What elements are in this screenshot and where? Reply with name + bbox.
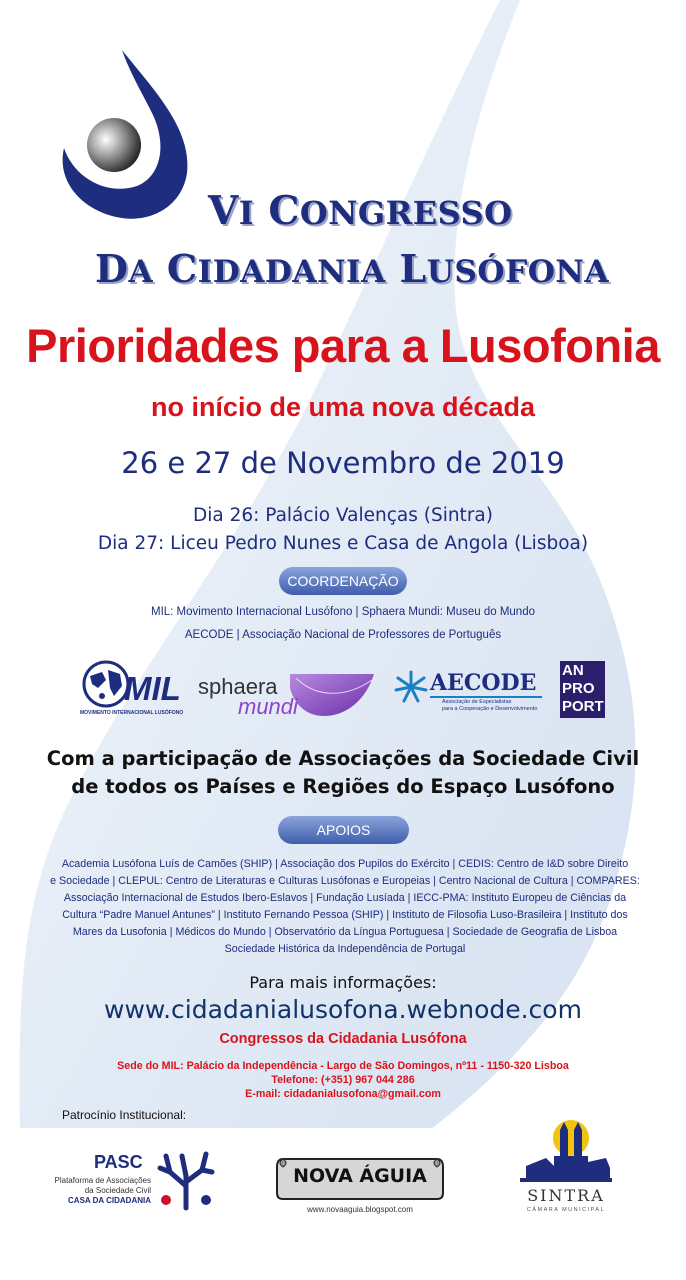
- aecode-wordmark: AECODE: [430, 670, 537, 696]
- website-link[interactable]: www.cidadanialusofona.webnode.com: [104, 995, 582, 1024]
- event-dates: 26 e 27 de Novembro de 2019: [121, 446, 565, 480]
- sede-address: Sede do MIL: Palácio da Independência - Largo de São Domingos, nº11 - 1150-320 Lisboa: [117, 1060, 569, 1072]
- pasc-caption-line3: CASA DA CIDADANIA: [68, 1196, 151, 1205]
- aecode-caption-2: para a Cooperação e Desenvolvimento: [442, 706, 538, 712]
- globe-icon: [82, 660, 130, 708]
- nova-aguia-logo: [275, 1153, 445, 1219]
- apoios-line: Associação Internacional de Estudos Ibero-Eslavos | Fundação Lusíada | IECC-PMA: Instituto Europeu de Ciências da: [63, 892, 627, 904]
- coordenacao-line2: AECODE | Associação Nacional de Professores de Português: [184, 629, 502, 641]
- aecode-caption-1: Associação de Especialistas: [442, 699, 512, 705]
- nova-aguia-wordmark: NOVA ÁGUIA: [293, 1165, 427, 1187]
- congress-series-name: Congressos da Cidadania Lusófona: [219, 1031, 467, 1047]
- mundi-word: mundi: [238, 694, 298, 719]
- apoios-label: APOIOS: [278, 816, 409, 844]
- apoios-line: Sociedade Histórica da Independência de Portugal: [224, 943, 466, 955]
- anproport-line1: AN: [562, 662, 584, 679]
- participation-line1: Com a participação de Associações da Sociedade Civil: [46, 747, 640, 770]
- coordenacao-line1: MIL: Movimento Internacional Lusófono | Sphaera Mundi: Museu do Mundo: [151, 606, 535, 618]
- anproport-logo: [560, 661, 605, 718]
- anproport-line2: PRO: [562, 680, 595, 697]
- congress-title-line2: DA CIDADANIA LUSÓFONA: [95, 246, 609, 291]
- sintra-wordmark: SINTRA: [527, 1186, 605, 1205]
- anproport-line3: PORT: [562, 698, 604, 715]
- mil-wordmark: MIL: [124, 670, 181, 707]
- sphaera-word: sphaera: [198, 674, 278, 699]
- pasc-caption-line2: da Sociedade Civil: [84, 1186, 151, 1195]
- coordenacao-label: COORDENAÇÃO: [279, 567, 407, 595]
- sphaera-mundi-logo: [196, 668, 376, 720]
- email-address[interactable]: E-mail: cidadanialusofona@gmail.com: [245, 1088, 441, 1100]
- sponsorship-label: Patrocínio Institucional:: [62, 1108, 187, 1122]
- congress-drop-logo: [52, 48, 192, 223]
- tree-icon: [156, 1142, 216, 1214]
- apoios-line: Cultura “Padre Manuel Antunes” | Instituto Fernando Pessoa (SHIP) | Instituto de Filosofia Luso-Brasileira | Instituto dos: [62, 909, 628, 921]
- pasc-wordmark: PASC: [94, 1152, 143, 1172]
- pasc-caption-line1: Plataforma de Associações: [54, 1176, 151, 1185]
- headline: Prioridades para a Lusofonia: [26, 319, 660, 372]
- participation-line2: de todos os Países e Regiões do Espaço Lusófono: [71, 775, 615, 798]
- more-info-label: Para mais informações:: [249, 973, 437, 992]
- apoios-line: Academia Lusófona Luís de Camões (SHIP) | Associação dos Pupilos do Exército | CEDIS: Centro de I&D sobre Direito: [61, 858, 629, 870]
- congress-title-line1: VI CONGRESSO: [208, 188, 513, 234]
- apoios-line: e Sociedade | CLEPUL: Centro de Literaturas e Culturas Lusófonas e Europeias | Centro Nacional de Cultura | COMPARES:: [50, 875, 640, 887]
- aecode-logo: [394, 666, 550, 718]
- sintra-palace-icon: [516, 1116, 616, 1186]
- pasc-caption: [48, 1176, 151, 1206]
- day1-venue: Dia 26: Palácio Valenças (Sintra): [193, 505, 493, 526]
- day2-venue: Dia 27: Liceu Pedro Nunes e Casa de Angola (Lisboa): [97, 533, 589, 554]
- apoios-line: Mares da Lusofonia | Médicos do Mundo | Observatório da Língua Portuguesa | Sociedade de Geografia de Lisboa: [72, 926, 618, 938]
- mil-logo: [80, 660, 185, 718]
- sintra-logo: [516, 1116, 616, 1220]
- phone-number: Telefone: (+351) 967 044 286: [271, 1074, 415, 1086]
- nova-aguia-url: www.novaaguia.blogspot.com: [307, 1205, 413, 1214]
- apoios-list: [50, 856, 640, 958]
- aecode-emblem-icon: [394, 670, 428, 704]
- mil-caption: MOVIMENTO INTERNACIONAL LUSÓFONO: [80, 710, 184, 716]
- sintra-caption: CÂMARA MUNICIPAL: [526, 1207, 606, 1213]
- pasc-logo: [48, 1132, 220, 1220]
- aecode-underline: [430, 696, 542, 698]
- subheadline: no início de uma nova década: [150, 392, 536, 422]
